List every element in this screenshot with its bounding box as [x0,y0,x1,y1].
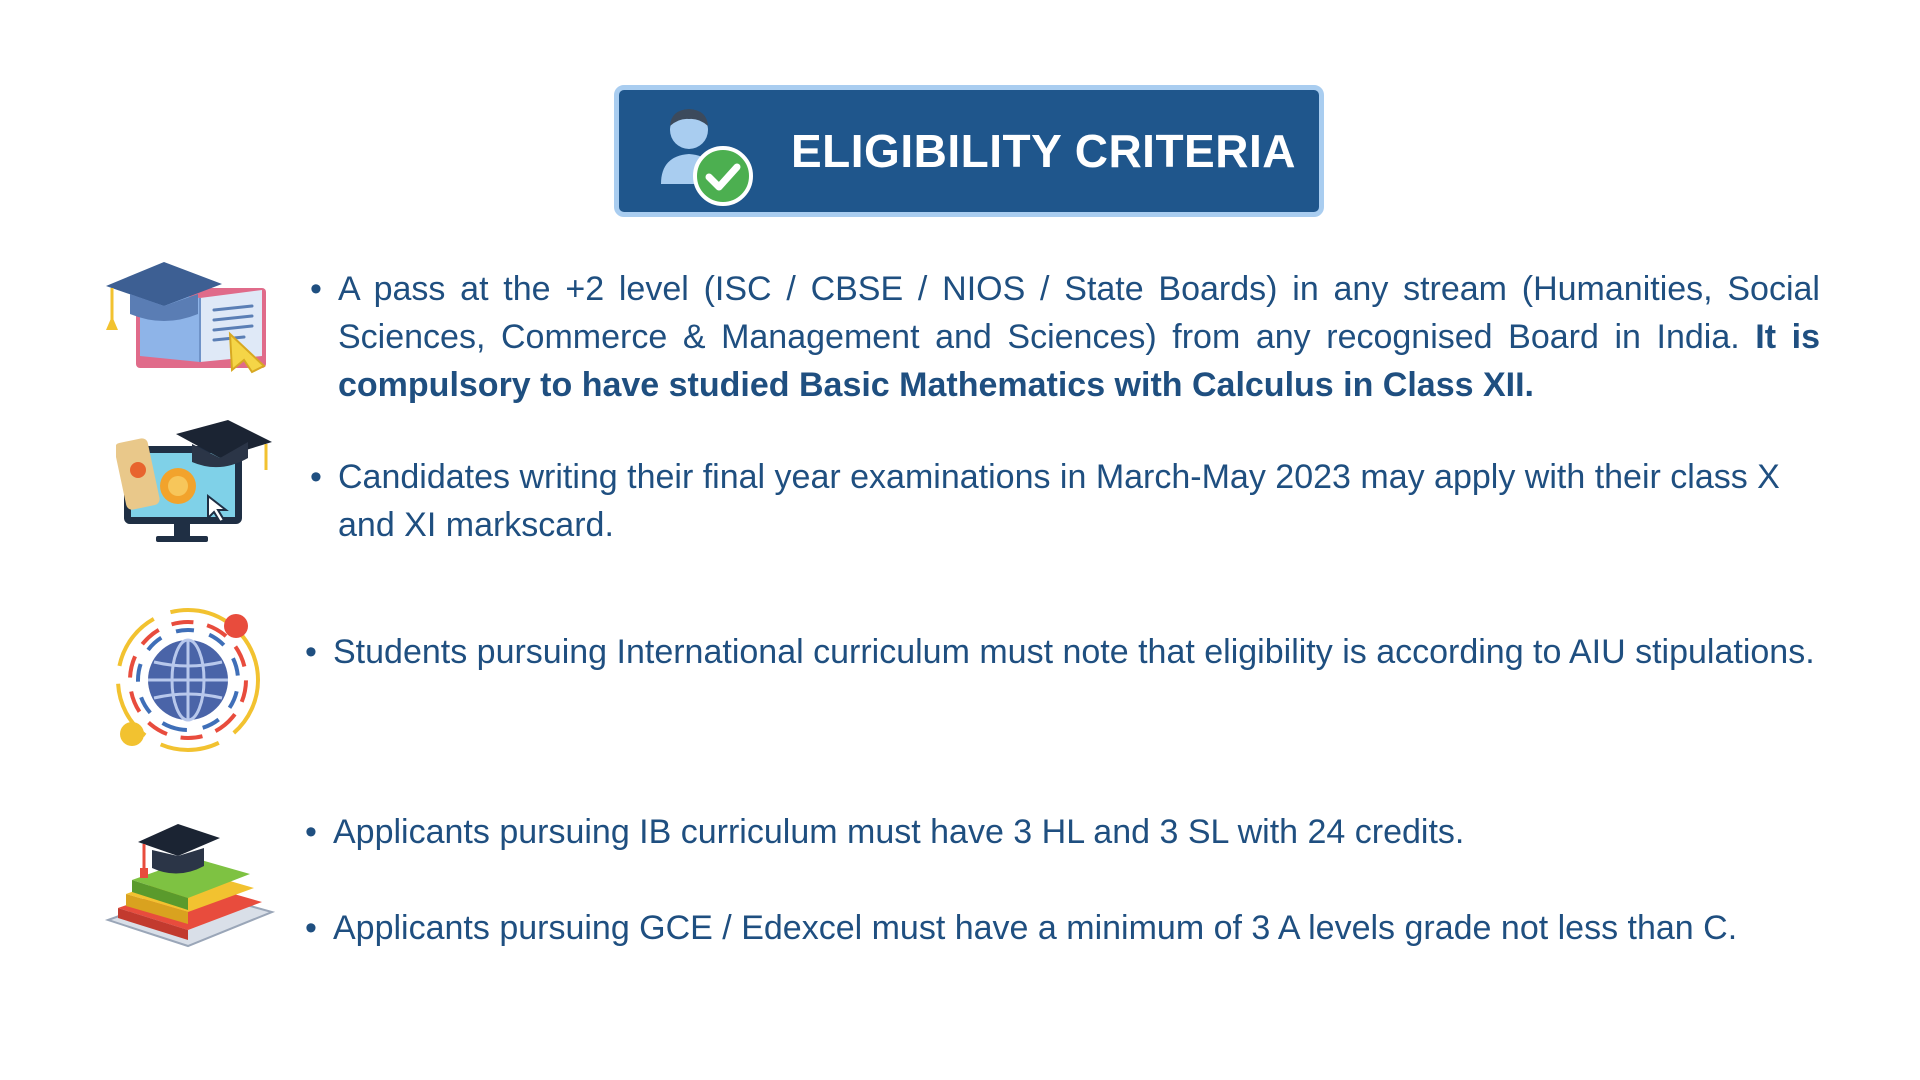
online-certificate-icon [116,418,276,548]
criteria-text-1: A pass at the +2 level (ISC / CBSE / NIOS / State Boards) in any stream (Humanities, Social Sciences, Commerce & Management and Sciences) from any recognised Board in India. [338,270,1820,356]
graduation-book-icon [104,248,274,378]
bullet: • [310,458,322,496]
bullet: • [305,813,317,851]
title-banner [614,85,1324,217]
criteria-item-5 [305,904,1815,952]
criteria-item-3 [305,628,1815,676]
bullet: • [305,633,317,671]
criteria-text-2: Candidates writing their final year examinations in March-May 2023 may apply with their class X and XI markscard. [338,458,1780,544]
criteria-text-5: Applicants pursuing GCE / Edexcel must have a minimum of 3 A levels grade not less than C. [333,909,1738,947]
criteria-emphasis-1: It is compulsory to have studied Basic Mathematics with Calculus in Class XII. [338,318,1820,404]
criteria-item-1 [310,265,1820,409]
bullet: • [305,909,317,947]
bullet: • [310,270,322,308]
user-check-icon [647,100,755,208]
page-title: ELIGIBILITY CRITERIA [791,125,1296,177]
criteria-item-4 [305,808,1815,856]
criteria-text-3: Students pursuing International curriculum must note that eligibility is according to AIU stipulations. [333,633,1815,671]
criteria-text-4: Applicants pursuing IB curriculum must have 3 HL and 3 SL with 24 credits. [333,813,1465,851]
globe-orbit-icon [108,600,268,760]
books-cap-icon [104,808,276,958]
criteria-item-2 [310,453,1820,549]
